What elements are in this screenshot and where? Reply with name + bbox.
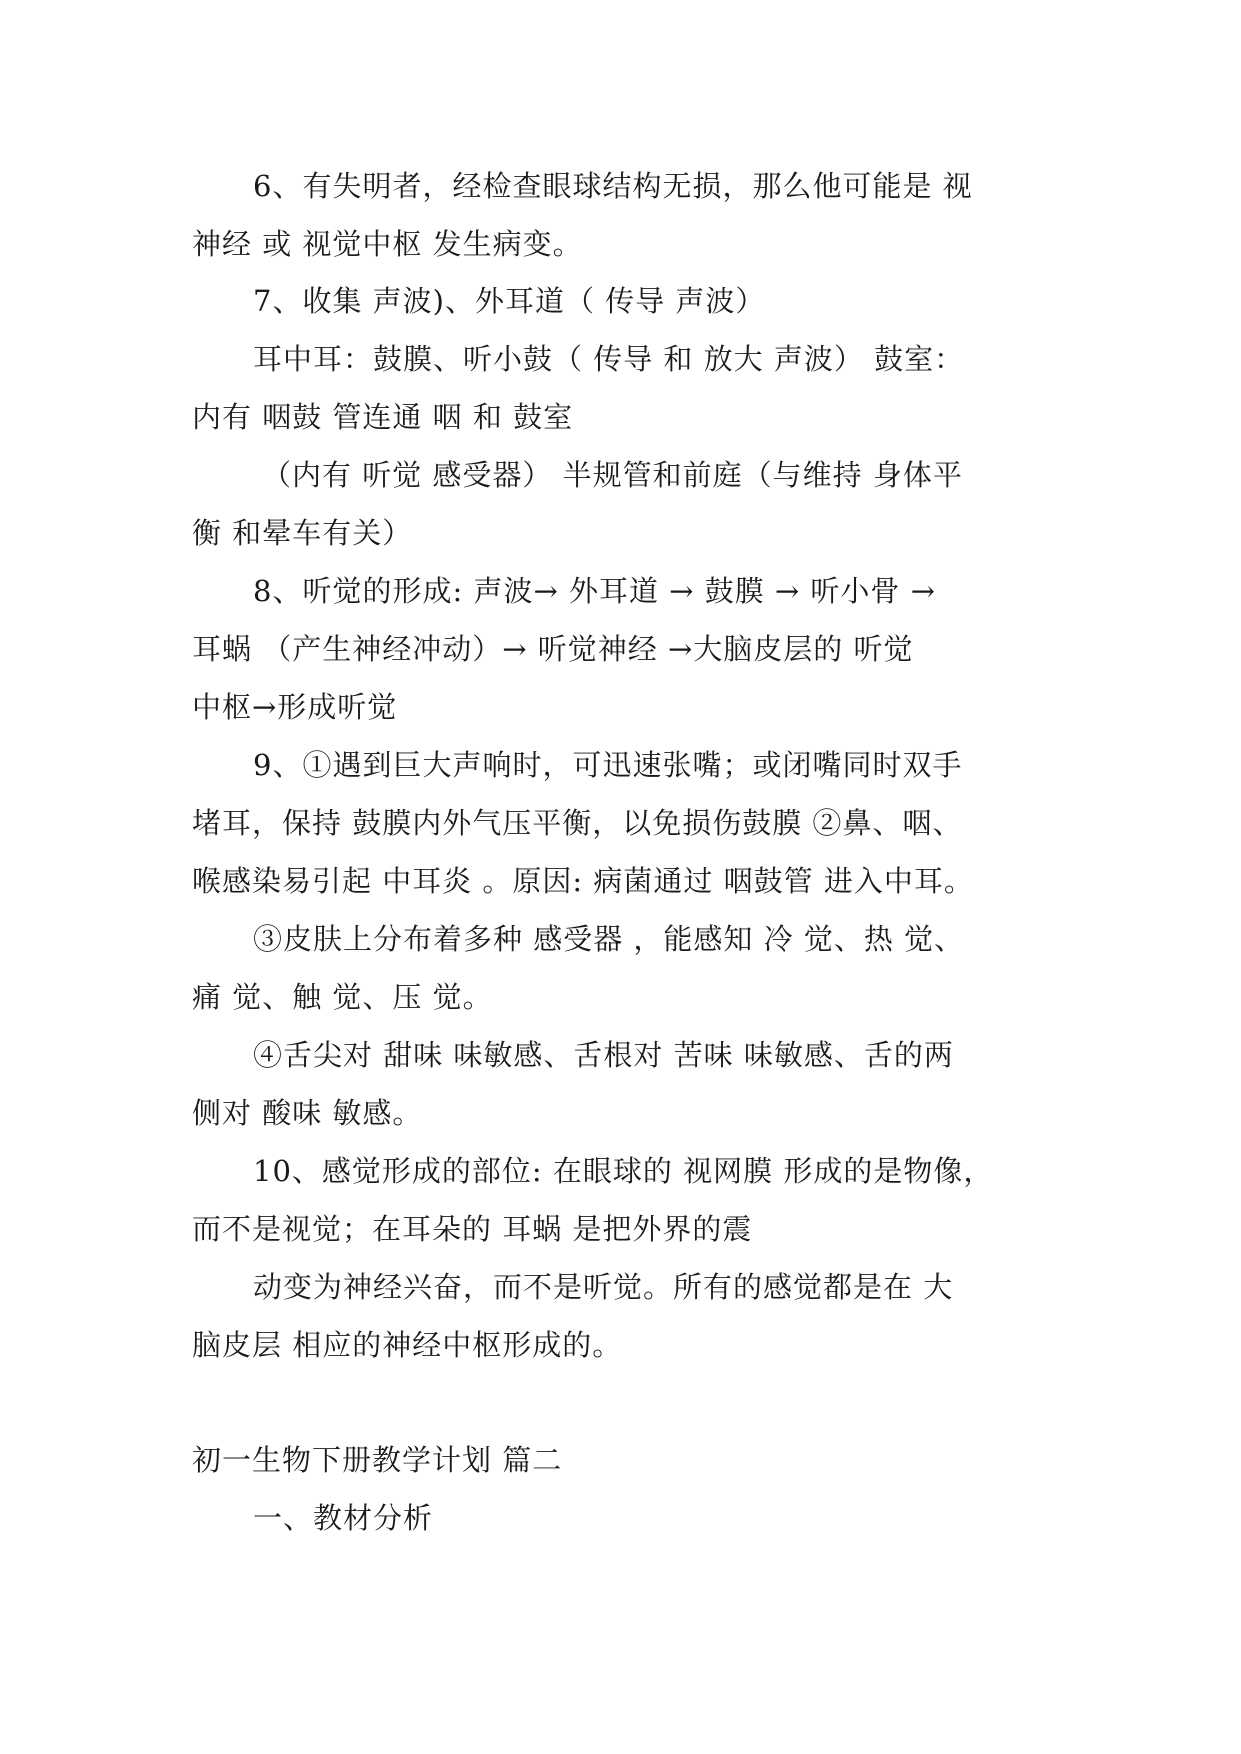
- text-line: 内有 咽鼓 管连通 咽 和 鼓室: [192, 400, 574, 434]
- text-line: 耳蜗 （产生神经冲动）→ 听觉神经 →大脑皮层的 听觉: [192, 632, 914, 666]
- text-line: 而不是视觉；在耳朵的 耳蜗 是把外界的震: [192, 1212, 753, 1246]
- text-line: 堵耳，保持 鼓膜内外气压平衡，以免损伤鼓膜 ②鼻、咽、: [192, 806, 963, 840]
- text-line: 动变为神经兴奋，而不是听觉。所有的感觉都是在 大: [253, 1270, 954, 1304]
- text-line: 脑皮层 相应的神经中枢形成的。: [192, 1328, 623, 1362]
- text-line: ④舌尖对 甜味 味敏感、舌根对 苦味 味敏感、舌的两: [253, 1038, 954, 1072]
- text-line: 耳中耳：鼓膜、听小鼓（ 传导 和 放大 声波） 鼓室：: [253, 342, 965, 376]
- text-line: 7、收集 声波)、外耳道（ 传导 声波）: [253, 284, 766, 318]
- text-line: 10、感觉形成的部位: 在眼球的 视网膜 形成的是物像，: [253, 1154, 994, 1188]
- text-line: 6、有失明者，经检查眼球结构无损，那么他可能是 视: [253, 169, 973, 203]
- section-heading: 初一生物下册教学计划 篇二: [192, 1443, 563, 1477]
- text-line: 8、听觉的形成: 声波→ 外耳道 → 鼓膜 → 听小骨 →: [253, 574, 936, 608]
- text-line: 中枢→形成听觉: [192, 690, 398, 724]
- text-line: 痛 觉、触 觉、压 觉。: [192, 980, 493, 1014]
- text-line: ③皮肤上分布着多种 感受器 ，能感知 冷 觉、热 觉、: [253, 922, 965, 956]
- text-line: 衡 和晕车有关）: [192, 516, 413, 550]
- text-line: 9、①遇到巨大声响时，可迅速张嘴；或闭嘴同时双手: [253, 748, 963, 782]
- subsection-heading: 一、教材分析: [253, 1501, 434, 1535]
- text-line: 喉感染易引起 中耳炎 。原因: 病菌通过 咽鼓管 进入中耳。: [192, 864, 974, 898]
- text-line: （内有 听觉 感受器） 半规管和前庭（与维持 身体平: [262, 458, 963, 492]
- text-line: 神经 或 视觉中枢 发生病变。: [192, 227, 583, 261]
- text-line: 侧对 酸味 敏感。: [192, 1096, 423, 1130]
